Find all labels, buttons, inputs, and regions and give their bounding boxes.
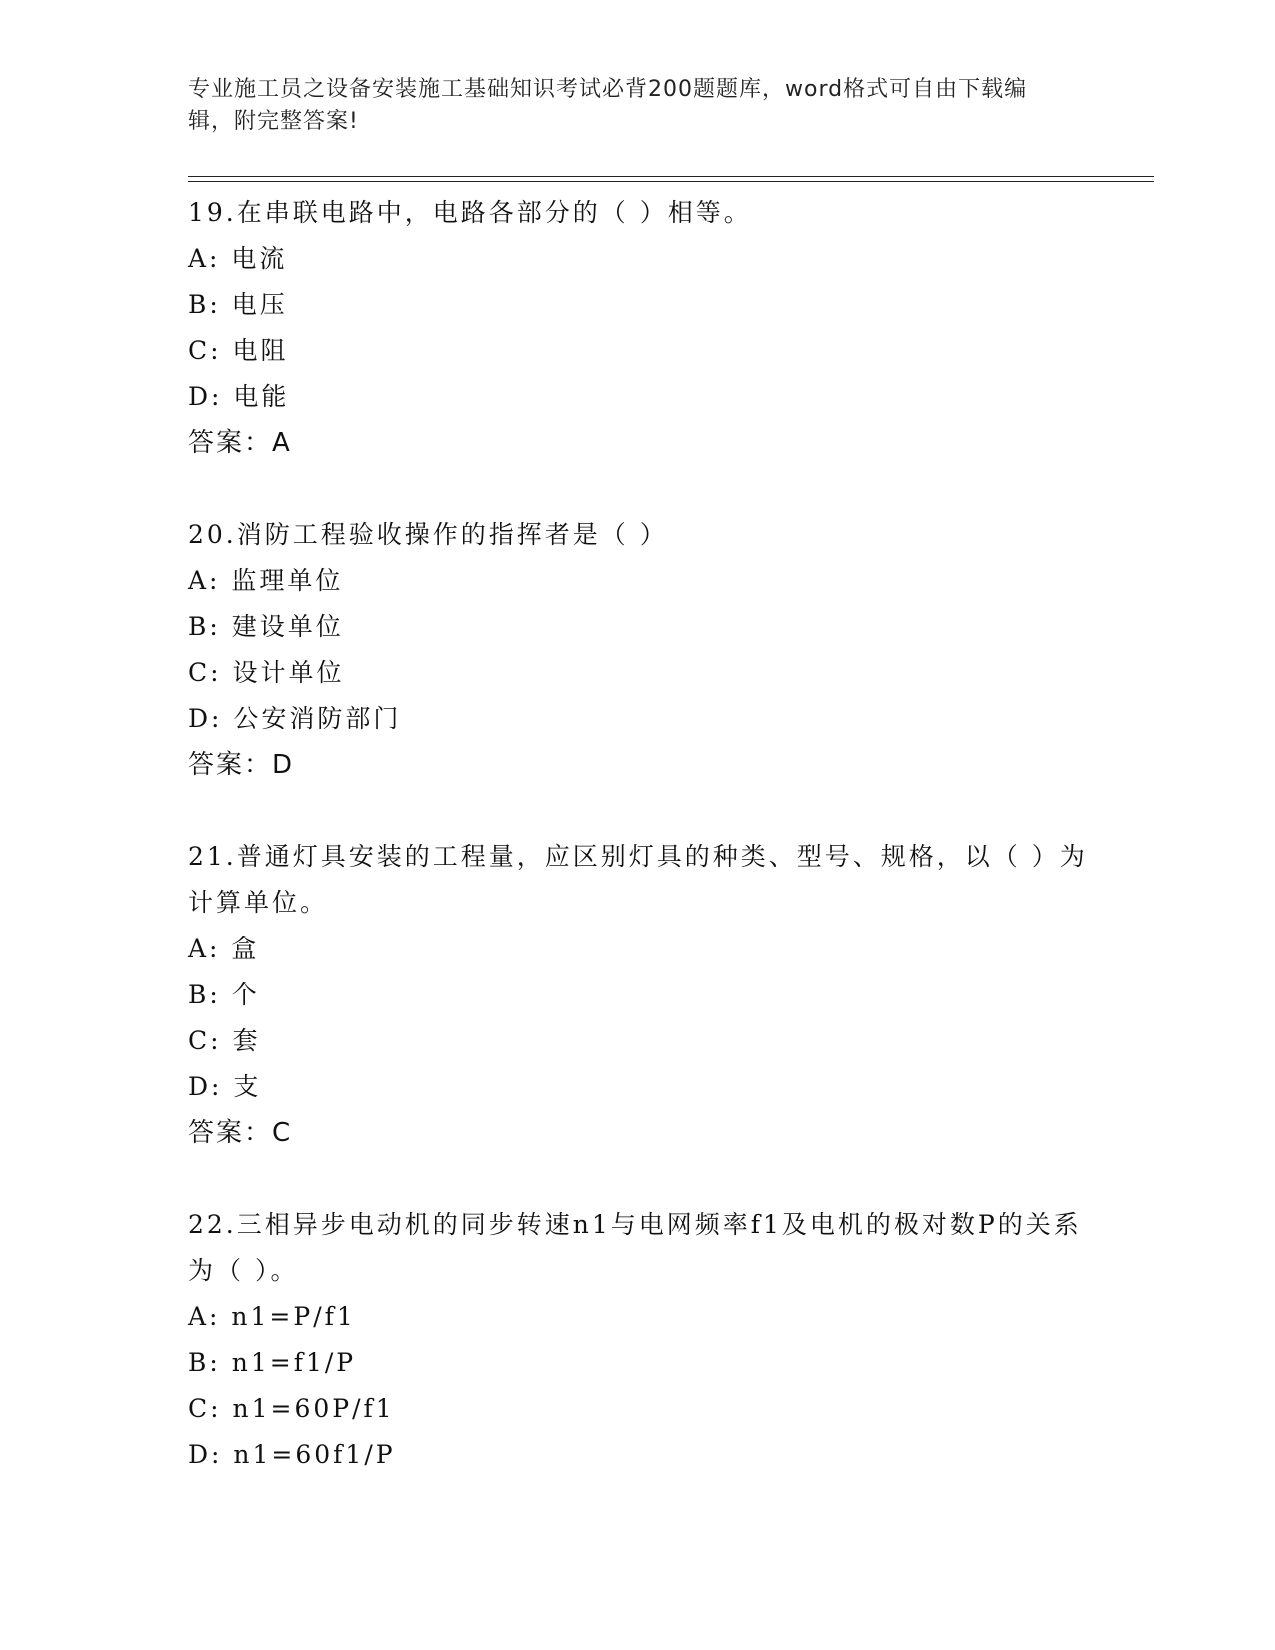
- question-19: [188, 190, 1088, 466]
- question-stem: 22.三相异步电动机的同步转速n1与电网频率f1及电机的极对数P的关系为（ ）。: [188, 1210, 1082, 1285]
- option-a: A: 电流: [188, 244, 288, 273]
- option-d: D: 电能: [188, 382, 290, 411]
- answer-line: 答案：D: [188, 750, 295, 780]
- document-header-title: 专业施工员之设备安装施工基础知识考试必背200题题库，word格式可自由下载编辑，附完整答案!: [188, 77, 1028, 134]
- answer-line: 答案：C: [188, 1118, 293, 1148]
- question-stem: 19.在串联电路中，电路各部分的（ ）相等。: [188, 198, 752, 227]
- question-stem: 20.消防工程验收操作的指挥者是（ ）: [188, 520, 668, 549]
- question-spacer: [188, 1156, 1088, 1202]
- option-a: A: 盒: [188, 934, 260, 963]
- question-stem: 21.普通灯具安装的工程量，应区别灯具的种类、型号、规格，以（ ）为计算单位。: [188, 842, 1088, 917]
- header-divider-top: [188, 176, 1154, 177]
- answer-line: 答案：A: [188, 428, 292, 458]
- option-b: B: 建设单位: [188, 612, 344, 641]
- question-20: [188, 512, 1088, 788]
- option-c: C: 电阻: [188, 336, 289, 365]
- option-d: D: 公安消防部门: [188, 704, 402, 733]
- option-d: D: 支: [188, 1072, 262, 1101]
- option-b: B: 个: [188, 980, 260, 1009]
- question-list: [188, 190, 1088, 1478]
- question-22: [188, 1202, 1088, 1478]
- header-divider-bottom: [188, 181, 1154, 182]
- option-b: B: 电压: [188, 290, 288, 319]
- option-a: A: 监理单位: [188, 566, 344, 595]
- option-c: C: 设计单位: [188, 658, 345, 687]
- option-d: D: n1=60f1/P: [188, 1440, 396, 1469]
- question-spacer: [188, 466, 1088, 512]
- option-b: B: n1=f1/P: [188, 1348, 357, 1377]
- option-a: A: n1=P/f1: [188, 1302, 356, 1331]
- option-c: C: n1=60P/f1: [188, 1394, 395, 1423]
- question-21: [188, 834, 1088, 1156]
- option-c: C: 套: [188, 1026, 261, 1055]
- question-spacer: [188, 788, 1088, 834]
